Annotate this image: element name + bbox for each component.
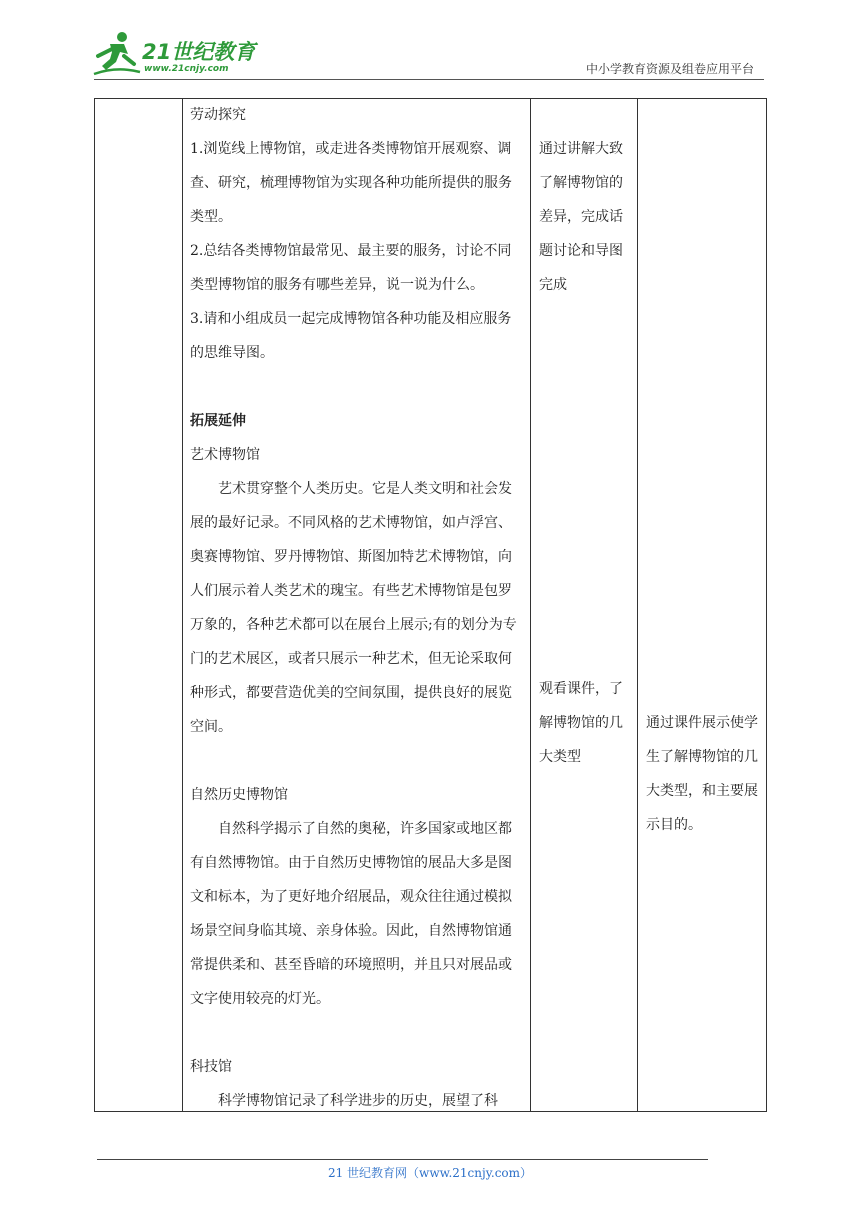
section-title-extension: 拓展延伸 <box>190 413 246 429</box>
runner-icon <box>92 30 142 76</box>
page-header <box>0 0 860 80</box>
student-activity-2: 观看课件，了解博物馆的几大类型 <box>539 681 623 765</box>
logo <box>92 30 262 80</box>
science-museum-text: 科学博物馆记录了科学进步的历史，展望了科 <box>218 1093 498 1109</box>
natural-museum-title: 自然历史博物馆 <box>190 787 288 803</box>
natural-museum-text: 自然科学揭示了自然的奥秘，许多国家或地区都有自然博物馆。由于自然历史博物馆的展品大多是图文和标本，为了更好地介绍展品，观众往往通过模拟场景空间身临其境、亲身体验。因此，自然博物馆通常提供柔和、甚至昏暗的环境照明，并且只对展品或文字使用较亮的灯光。 <box>190 821 512 1007</box>
footer-divider <box>97 1159 708 1160</box>
logo-url: www.21cnjy.com <box>144 64 229 74</box>
column-divider-1 <box>182 98 183 1112</box>
science-museum-title: 科技馆 <box>190 1059 232 1075</box>
teaching-content-cell <box>190 98 522 1118</box>
footer-text: 21 世纪教育网（www.21cnjy.com） <box>327 1166 533 1180</box>
logo-title: 21世纪教育 <box>142 40 256 64</box>
section-title-labor: 劳动探究 <box>190 107 246 123</box>
art-museum-text: 艺术贯穿整个人类历史。它是人类文明和社会发展的最好记录。不同风格的艺术博物馆，如卢浮宫、奥赛博物馆、罗丹博物馆、斯图加特艺术博物馆，向人们展示着人类艺术的瑰宝。有些艺术博物馆是包罗万象的，各种艺术都可以在展台上展示;有的划分为专门的艺术展区，或者只展示一种艺术，但无论采取何种形式，都要营造优美的空间氛围，提供良好的展览空间。 <box>190 481 517 735</box>
student-activity-1: 通过讲解大致了解博物馆的差异，完成话题讨论和导图完成 <box>539 141 623 293</box>
art-museum-title: 艺术博物馆 <box>190 447 260 463</box>
design-intent: 通过课件展示使学生了解博物馆的几大类型，和主要展示目的。 <box>646 715 758 833</box>
header-divider <box>94 79 764 80</box>
labor-item-2: 2.总结各类博物馆最常见、最主要的服务，讨论不同类型博物馆的服务有哪些差异，说一说为什么。 <box>190 243 512 293</box>
column-divider-2 <box>530 98 531 1112</box>
platform-name: 中小学教育资源及组卷应用平台 <box>585 62 754 76</box>
column-divider-3 <box>637 98 638 1112</box>
labor-item-3: 3.请和小组成员一起完成博物馆各种功能及相应服务的思维导图。 <box>190 311 512 361</box>
labor-item-1: 1.浏览线上博物馆，或走进各类博物馆开展观察、调查、研究，梳理博物馆为实现各种功能所提供的服务类型。 <box>190 141 512 225</box>
